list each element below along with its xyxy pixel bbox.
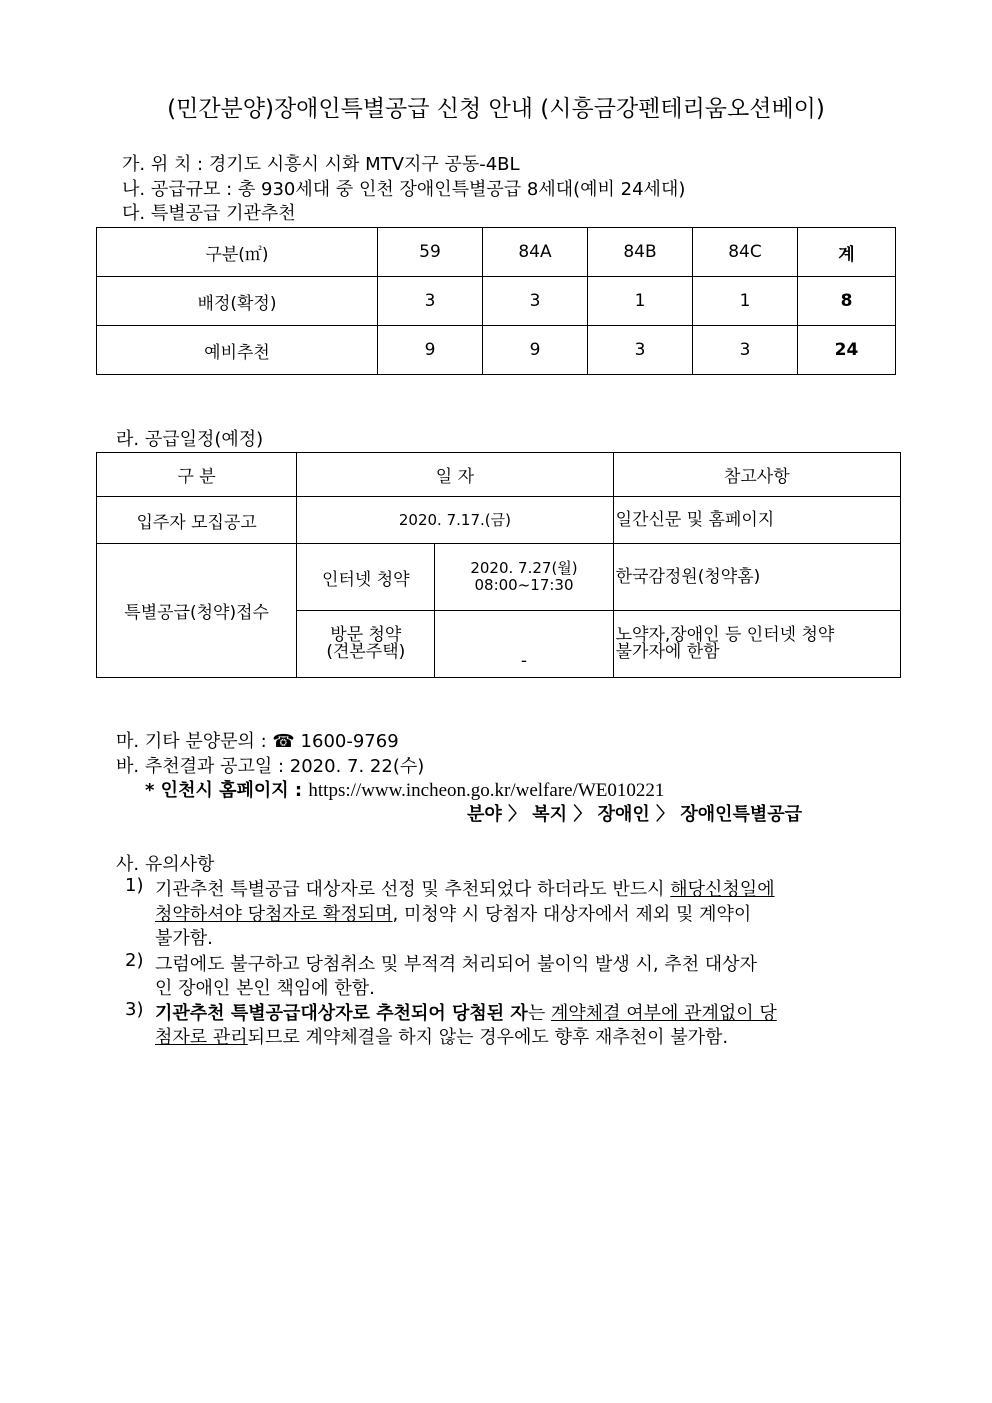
note-3-line-2 — [155, 1023, 728, 1049]
table-cell: 한국감정원(청약홈) — [613, 544, 900, 611]
table-cell: 인터넷 청약 — [297, 544, 435, 611]
visit-sublabel: (견본주택) — [326, 642, 406, 662]
table-row — [97, 228, 896, 277]
note-underlined-text: 해당신청일에 — [670, 879, 775, 900]
table-header-cell: 참고사항 — [613, 453, 900, 497]
schedule-heading: 라. 공급일정(예정) — [116, 429, 264, 450]
table-row — [97, 497, 901, 544]
table-cell: 특별공급(청약)접수 — [97, 544, 297, 678]
homepage-label: * 인천시 홈페이지 : — [145, 780, 309, 801]
inquiry-label: 마. 기타 분양문의 : — [116, 731, 273, 752]
note-1-line-1 — [155, 875, 775, 901]
note-underlined-text: 계약체결 여부에 관계없이 당 — [550, 1003, 777, 1024]
schedule-table — [96, 452, 901, 678]
table-cell: 1 — [588, 277, 693, 326]
note-1-line-2 — [155, 900, 751, 926]
visit-label: 방문 청약 — [330, 625, 402, 645]
table-header-cell: 84A — [483, 228, 588, 277]
breadcrumb: 분야 〉 복지 〉 장애인 〉 장애인특별공급 — [467, 804, 803, 825]
visit-note-line1: 노약자,장애인 등 인터넷 청약 — [615, 625, 835, 645]
table-row — [97, 277, 896, 326]
table-header-cell: 84C — [693, 228, 798, 277]
table-cell: 24 — [798, 326, 896, 375]
table-cell: 1 — [693, 277, 798, 326]
table-cell: 9 — [378, 326, 483, 375]
table-row — [97, 326, 896, 375]
table-cell: 입주자 모집공고 — [97, 497, 297, 544]
homepage-line — [145, 776, 664, 802]
table-cell: 2020. 7.17.(금) — [297, 497, 613, 544]
table-cell — [297, 611, 435, 678]
phone-number: 1600-9769 — [300, 731, 399, 752]
table-cell: 9 — [483, 326, 588, 375]
note-text: 기관추천 특별공급 대상자로 선정 및 추천되었다 하더라도 반드시 — [155, 879, 671, 900]
announcement-date-line: 바. 추천결과 공고일 : 2020. 7. 22(수) — [116, 756, 425, 777]
note-2-line-1: 그럼에도 불구하고 당첨취소 및 부적격 처리되어 불이익 발생 시, 추천 대상자 — [155, 954, 757, 975]
table-cell: 3 — [378, 277, 483, 326]
page-title: (민간분양)장애인특별공급 신청 안내 (시흥금강펜테리움오션베이) — [167, 96, 825, 122]
homepage-url[interactable]: https://www.incheon.go.kr/welfare/WE010221 — [308, 780, 665, 801]
table-header-cell: 구 분 — [97, 453, 297, 497]
internet-time: 08:00~17:30 — [474, 576, 574, 594]
allocation-table — [96, 227, 896, 375]
note-text: , 미청약 시 당첨자 대상자에서 제외 및 계약이 — [392, 904, 752, 925]
note-number: 3) — [125, 999, 144, 1020]
telephone-icon: ☎ — [272, 731, 295, 752]
table-cell: 예비추천 — [97, 326, 378, 375]
table-cell: - — [435, 611, 613, 678]
table-cell: 8 — [798, 277, 896, 326]
table-cell: 3 — [483, 277, 588, 326]
location-line: 가. 위 치 : 경기도 시흥시 시화 MTV지구 공동-4BL — [122, 154, 520, 175]
table-header-cell: 84B — [588, 228, 693, 277]
table-cell — [613, 611, 900, 678]
visit-note-line2: 불가자에 한함 — [615, 642, 720, 662]
table-header-cell: 일 자 — [297, 453, 613, 497]
inquiry-line — [116, 727, 399, 753]
table-header-cell: 59 — [378, 228, 483, 277]
table-cell: 3 — [693, 326, 798, 375]
table-cell: 3 — [588, 326, 693, 375]
note-text: 는 — [527, 1003, 551, 1024]
note-3-line-1 — [155, 999, 777, 1025]
note-2-line-2: 인 장애인 본인 책임에 한함. — [155, 978, 375, 999]
note-number: 2) — [125, 950, 144, 971]
note-text: 되므로 계약체결을 하지 않는 경우에도 향후 재추천이 불가함. — [247, 1027, 729, 1048]
note-underlined-text: 청약하셔야 당첨자로 확정되며 — [155, 904, 393, 925]
table-row — [97, 453, 901, 497]
note-underlined-text: 첨자로 관리 — [155, 1027, 248, 1048]
table-cell — [435, 544, 613, 611]
notes-heading: 사. 유의사항 — [116, 854, 215, 875]
table-row — [97, 544, 901, 611]
table-cell: 배정(확정) — [97, 277, 378, 326]
note-1-line-3: 불가함. — [155, 928, 213, 949]
table-cell: 일간신문 및 홈페이지 — [613, 497, 900, 544]
internet-date: 2020. 7.27(월) — [470, 559, 578, 577]
table-header-cell: 구분(㎡) — [97, 228, 378, 277]
supply-scale-line: 나. 공급규모 : 총 930세대 중 인천 장애인특별공급 8세대(예비 24세대) — [122, 179, 686, 200]
institution-recommendation-heading: 다. 특별공급 기관추천 — [122, 203, 296, 224]
table-header-cell: 계 — [798, 228, 896, 277]
note-bold-text: 기관추천 특별공급대상자로 추천되어 당첨된 자 — [155, 1003, 528, 1024]
note-number: 1) — [125, 875, 144, 896]
